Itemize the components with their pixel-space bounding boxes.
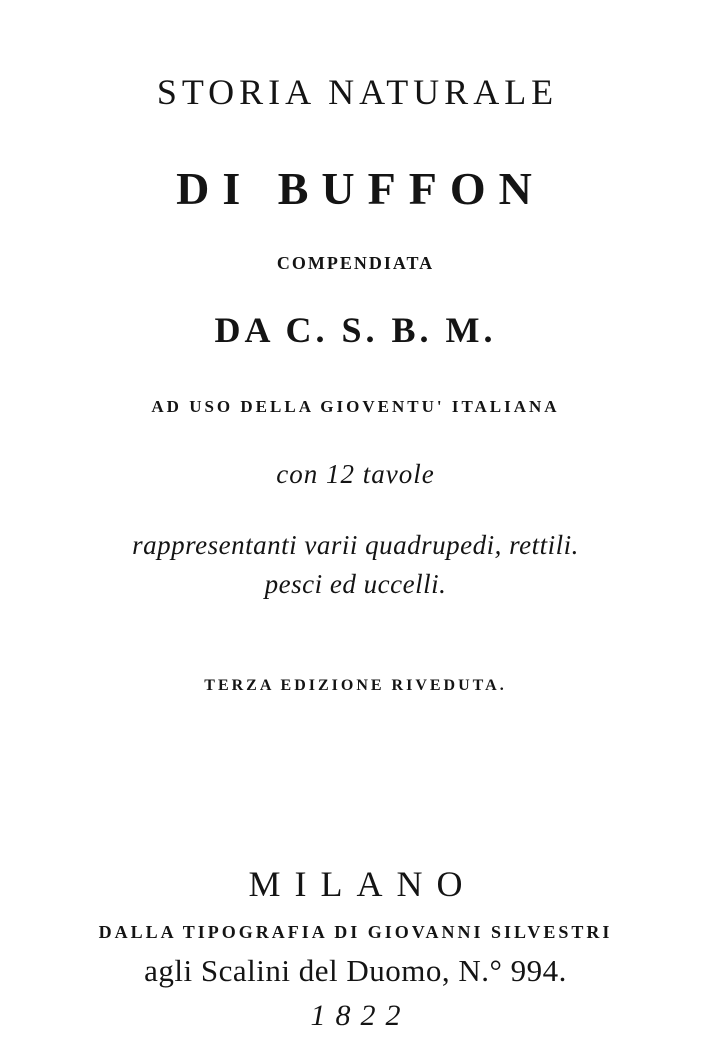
plates-description-line-1: rappresentanti varii quadrupedi, rettili. — [132, 530, 579, 560]
title-line-2: DI BUFFON — [176, 163, 545, 214]
publication-year: 1822 — [310, 999, 411, 1032]
edition-statement: TERZA EDIZIONE RIVEDUTA. — [204, 677, 507, 694]
plates-count: con 12 tavole — [276, 459, 435, 489]
printer-name: DALLA TIPOGRAFIA DI GIOVANNI SILVESTRI — [98, 922, 613, 942]
publication-city: MILANO — [248, 864, 477, 904]
title-line-1: STORIA NATURALE — [156, 72, 559, 112]
subtitle: COMPENDIATA — [276, 253, 435, 273]
intended-audience: AD USO DELLA GIOVENTU' ITALIANA — [151, 397, 560, 416]
printer-address: agli Scalini del Duomo, N.° 994. — [144, 953, 567, 988]
author-initials: DA C. S. B. M. — [214, 310, 497, 350]
plates-description-line-2: pesci ed uccelli. — [264, 569, 447, 599]
